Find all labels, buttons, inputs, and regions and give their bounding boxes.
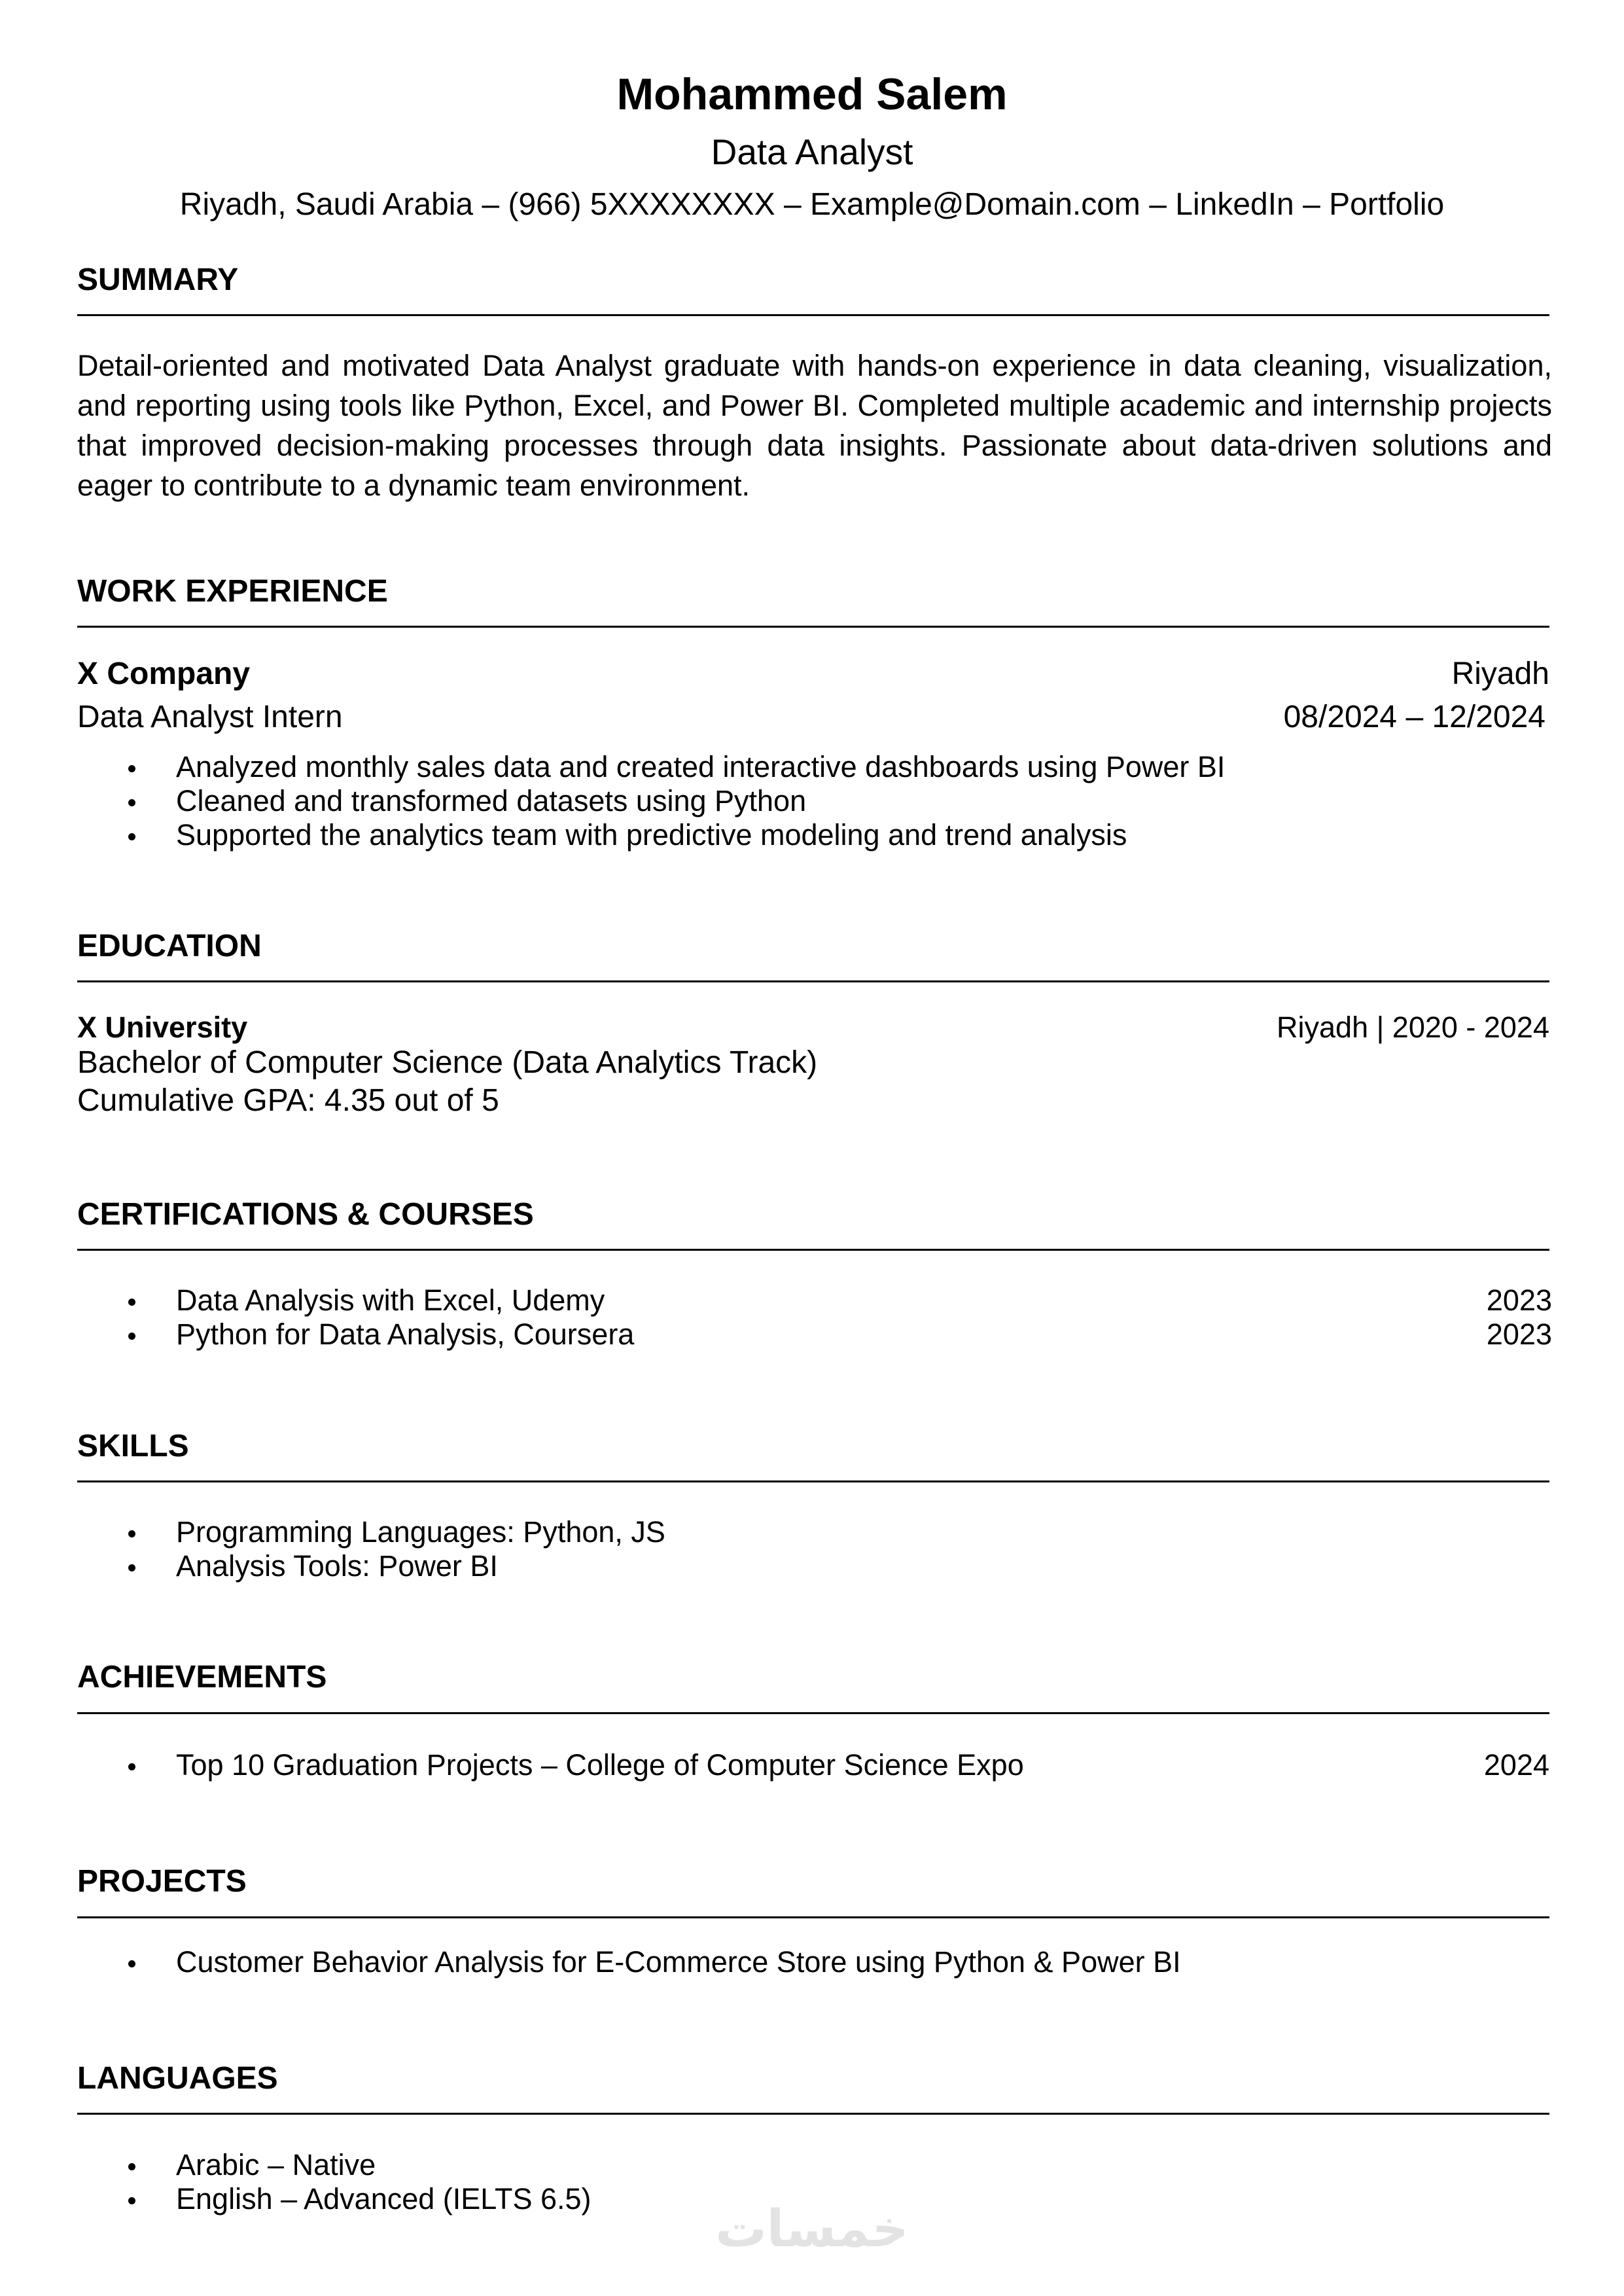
bullet-dot: [128, 1299, 135, 1306]
section-divider: [77, 980, 1549, 982]
skill-item: Analysis Tools: Power BI: [176, 1549, 498, 1583]
certification-year: 2023: [1486, 1318, 1552, 1351]
skills-heading: SKILLS: [77, 1429, 189, 1463]
language-item: English – Advanced (IELTS 6.5): [176, 2182, 591, 2215]
certification-name: Python for Data Analysis, Coursera: [176, 1318, 635, 1351]
contact-line: Riyadh, Saudi Arabia – (966) 5XXXXXXXX – Example@Domain.com – LinkedIn – Portfolio: [179, 187, 1445, 222]
education-heading: EDUCATION: [77, 929, 262, 963]
section-divider: [77, 1480, 1549, 1482]
section-divider: [77, 1249, 1549, 1251]
skill-item: Programming Languages: Python, JS: [176, 1515, 665, 1549]
achievements-heading: ACHIEVEMENTS: [77, 1660, 327, 1695]
section-divider: [77, 2113, 1549, 2115]
languages-heading: LANGUAGES: [77, 2061, 278, 2096]
school-location-dates: Riyadh | 2020 - 2024: [1277, 1011, 1549, 1044]
company-location: Riyadh: [1451, 656, 1549, 691]
language-item: Arabic – Native: [176, 2148, 376, 2181]
work-bullet-item: Analyzed monthly sales data and created interactive dashboards using Power BI: [176, 750, 1226, 783]
section-divider: [77, 1916, 1549, 1918]
watermark-logo: خمسات: [715, 2200, 909, 2257]
position-dates: 08/2024 – 12/2024: [1283, 700, 1545, 734]
bullet-dot: [128, 1530, 135, 1537]
degree: Bachelor of Computer Science (Data Analytics Track): [77, 1045, 818, 1080]
bullet-dot: [128, 833, 135, 840]
certification-name: Data Analysis with Excel, Udemy: [176, 1283, 605, 1317]
job-title: Data Analyst: [711, 132, 913, 172]
section-divider: [77, 314, 1549, 316]
achievement-name: Top 10 Graduation Projects – College of Computer Science Expo: [176, 1748, 1024, 1782]
bullet-dot: [128, 1333, 135, 1340]
work-bullet-item: Supported the analytics team with predictive modeling and trend analysis: [176, 818, 1127, 852]
company-name: X Company: [77, 656, 251, 691]
bullet-dot: [128, 2163, 135, 2170]
section-divider: [77, 626, 1549, 628]
gpa: Cumulative GPA: 4.35 out of 5: [77, 1083, 499, 1118]
candidate-name: Mohammed Salem: [616, 69, 1008, 119]
position-title: Data Analyst Intern: [77, 700, 343, 734]
achievement-year: 2024: [1483, 1748, 1549, 1782]
bullet-dot: [128, 765, 135, 772]
projects-heading: PROJECTS: [77, 1864, 247, 1899]
bullet-dot: [128, 1564, 135, 1571]
section-divider: [77, 1712, 1549, 1714]
summary-heading: SUMMARY: [77, 262, 239, 297]
project-item: Customer Behavior Analysis for E-Commerce Store using Python & Power BI: [176, 1945, 1181, 1979]
work-experience-heading: WORK EXPERIENCE: [77, 574, 388, 609]
work-bullet-item: Cleaned and transformed datasets using Python: [176, 784, 807, 817]
bullet-dot: [128, 1763, 135, 1770]
certifications-heading: CERTIFICATIONS & COURSES: [77, 1197, 534, 1232]
bullet-dot: [128, 1960, 135, 1967]
school-name: X University: [77, 1011, 248, 1044]
certification-year: 2023: [1486, 1283, 1552, 1317]
bullet-dot: [128, 799, 135, 806]
summary-text: Detail-oriented and motivated Data Analyst graduate with hands-on experience in data cleaning, visualization, and reporting using tools like Python, Excel, and Power BI. Completed multiple academic and internship projects that improved decision-making processes through data insights. Passionate about data-driven solutions and eager to contribute to a dynamic team environment.: [77, 349, 1552, 502]
